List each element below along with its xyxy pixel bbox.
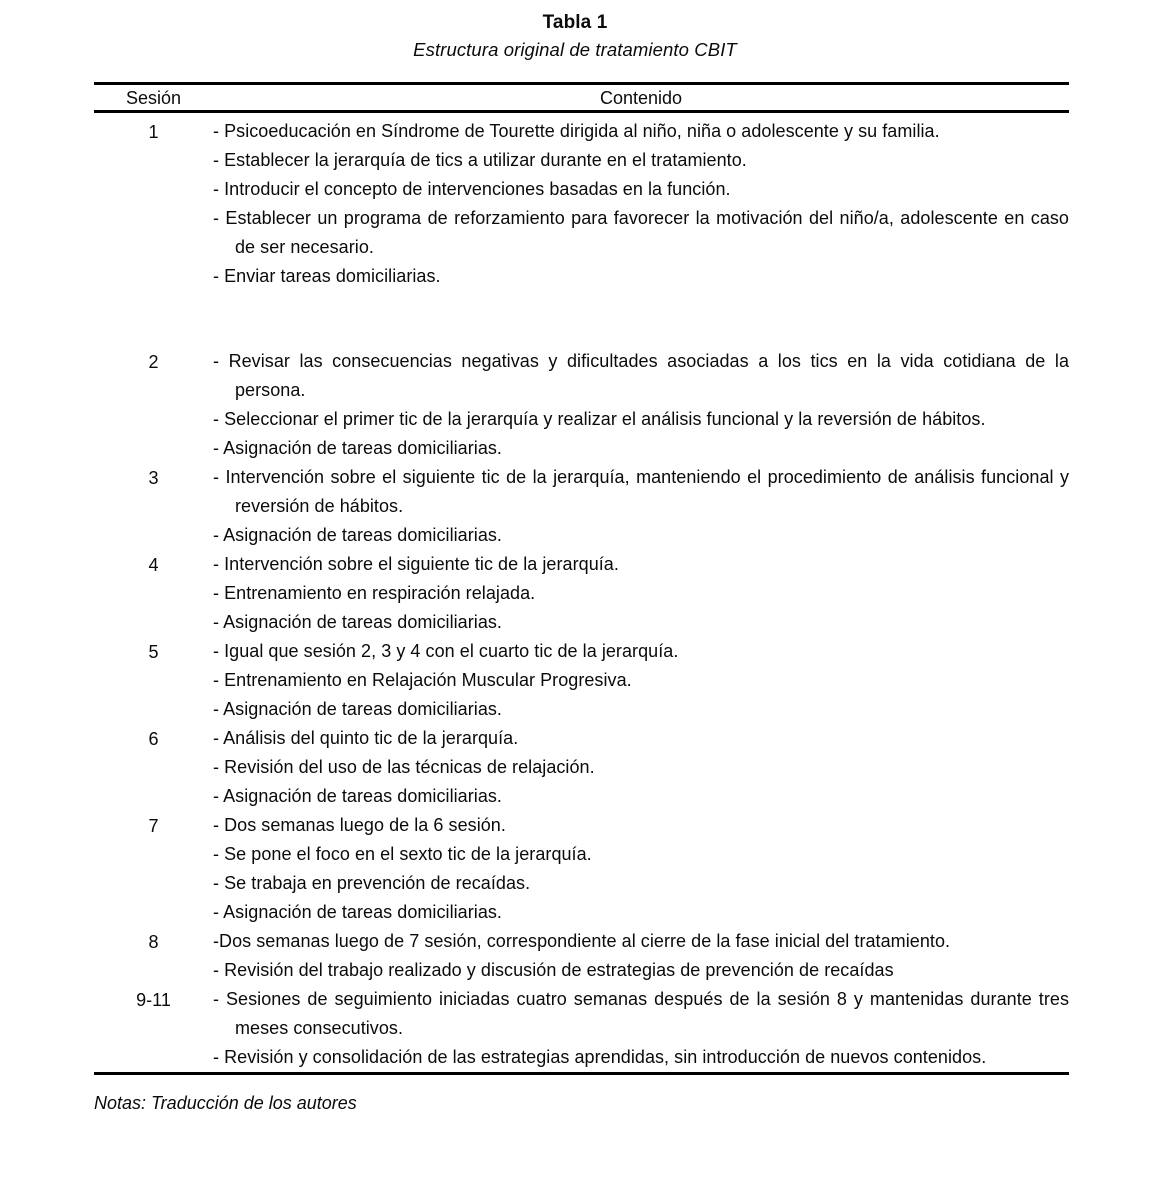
session-content xyxy=(213,550,1069,637)
content-bullet: - Introducir el concepto de intervenciones basadas en la función. xyxy=(213,179,731,199)
table-row xyxy=(94,811,1069,927)
content-bullet: - Sesiones de seguimiento iniciadas cuatro semanas después de la sesión 8 y mantenidas durante tres meses consecutivos. xyxy=(213,989,1069,1038)
table-row xyxy=(94,550,1069,637)
content-bullet: - Psicoeducación en Síndrome de Tourette dirigida al niño, niña o adolescente y su familia. xyxy=(213,121,940,141)
content-bullet: - Dos semanas luego de la 6 sesión. xyxy=(213,815,506,835)
content-bullet: - Revisión del trabajo realizado y discusión de estrategias de prevención de recaídas xyxy=(213,960,894,980)
session-number: 4 xyxy=(148,555,159,575)
table-row xyxy=(94,463,1069,550)
content-bullet: - Entrenamiento en respiración relajada. xyxy=(213,583,536,603)
session-number: 5 xyxy=(148,642,159,662)
session-content xyxy=(213,927,1069,985)
table-notes: Notas: Traducción de los autores xyxy=(94,1093,357,1113)
table-caption: Estructura original de tratamiento CBIT xyxy=(413,39,737,60)
content-bullet: - Asignación de tareas domiciliarias. xyxy=(213,786,502,806)
session-number: 8 xyxy=(148,932,159,952)
session-number: 1 xyxy=(148,122,159,142)
content-bullet: - Asignación de tareas domiciliarias. xyxy=(213,438,502,458)
content-bullet: - Asignación de tareas domiciliarias. xyxy=(213,612,502,632)
content-bullet: -Dos semanas luego de 7 sesión, correspondiente al cierre de la fase inicial del tratamiento. xyxy=(213,931,951,951)
session-content xyxy=(213,117,1069,291)
content-bullet: - Asignación de tareas domiciliarias. xyxy=(213,525,502,545)
content-bullet: - Revisión y consolidación de las estrategias aprendidas, sin introducción de nuevos contenidos. xyxy=(213,1047,987,1067)
table-body xyxy=(94,113,1069,1072)
table-bottom-rule xyxy=(94,1072,1069,1075)
table-row xyxy=(94,637,1069,724)
session-number: 2 xyxy=(148,352,159,372)
table-row xyxy=(94,985,1069,1072)
session-content xyxy=(213,811,1069,927)
session-content xyxy=(213,347,1069,463)
content-bullet: - Análisis del quinto tic de la jerarquía. xyxy=(213,728,519,748)
data-table xyxy=(94,82,1069,1075)
session-number: 3 xyxy=(148,468,159,488)
content-bullet: - Asignación de tareas domiciliarias. xyxy=(213,902,502,922)
content-bullet: - Igual que sesión 2, 3 y 4 con el cuarto tic de la jerarquía. xyxy=(213,641,679,661)
session-content xyxy=(213,985,1069,1072)
content-bullet: - Revisión del uso de las técnicas de relajación. xyxy=(213,757,595,777)
table-row xyxy=(94,927,1069,985)
table-number: Tabla 1 xyxy=(542,12,608,33)
content-bullet: - Intervención sobre el siguiente tic de la jerarquía. xyxy=(213,554,619,574)
session-number: 6 xyxy=(148,729,159,749)
session-number: 7 xyxy=(148,816,159,836)
title-block xyxy=(0,0,1150,63)
content-bullet: - Se trabaja en prevención de recaídas. xyxy=(213,873,531,893)
table-header-row xyxy=(94,85,1069,110)
session-content xyxy=(213,637,1069,724)
content-bullet: - Asignación de tareas domiciliarias. xyxy=(213,699,502,719)
content-bullet: - Establecer un programa de reforzamiento para favorecer la motivación del niño/a, adolescente en caso de ser necesario. xyxy=(213,208,1069,257)
content-bullet: - Seleccionar el primer tic de la jerarquía y realizar el análisis funcional y la reversión de hábitos. xyxy=(213,409,986,429)
column-header-content: Contenido xyxy=(599,87,683,108)
content-bullet: - Revisar las consecuencias negativas y dificultades asociadas a los tics en la vida cotidiana de la persona. xyxy=(213,351,1069,400)
session-number: 9-11 xyxy=(136,990,171,1010)
content-bullet: - Intervención sobre el siguiente tic de la jerarquía, manteniendo el procedimiento de análisis funcional y reversión de hábitos. xyxy=(213,467,1069,516)
session-content xyxy=(213,724,1069,811)
table-row xyxy=(94,117,1069,347)
content-bullet: - Establecer la jerarquía de tics a utilizar durante en el tratamiento. xyxy=(213,150,747,170)
content-bullet: - Se pone el foco en el sexto tic de la jerarquía. xyxy=(213,844,592,864)
content-bullet: - Enviar tareas domiciliarias. xyxy=(213,266,441,286)
content-bullet: - Entrenamiento en Relajación Muscular Progresiva. xyxy=(213,670,632,690)
table-row xyxy=(94,347,1069,463)
table-row xyxy=(94,724,1069,811)
column-header-session: Sesión xyxy=(125,87,182,108)
session-content xyxy=(213,463,1069,550)
